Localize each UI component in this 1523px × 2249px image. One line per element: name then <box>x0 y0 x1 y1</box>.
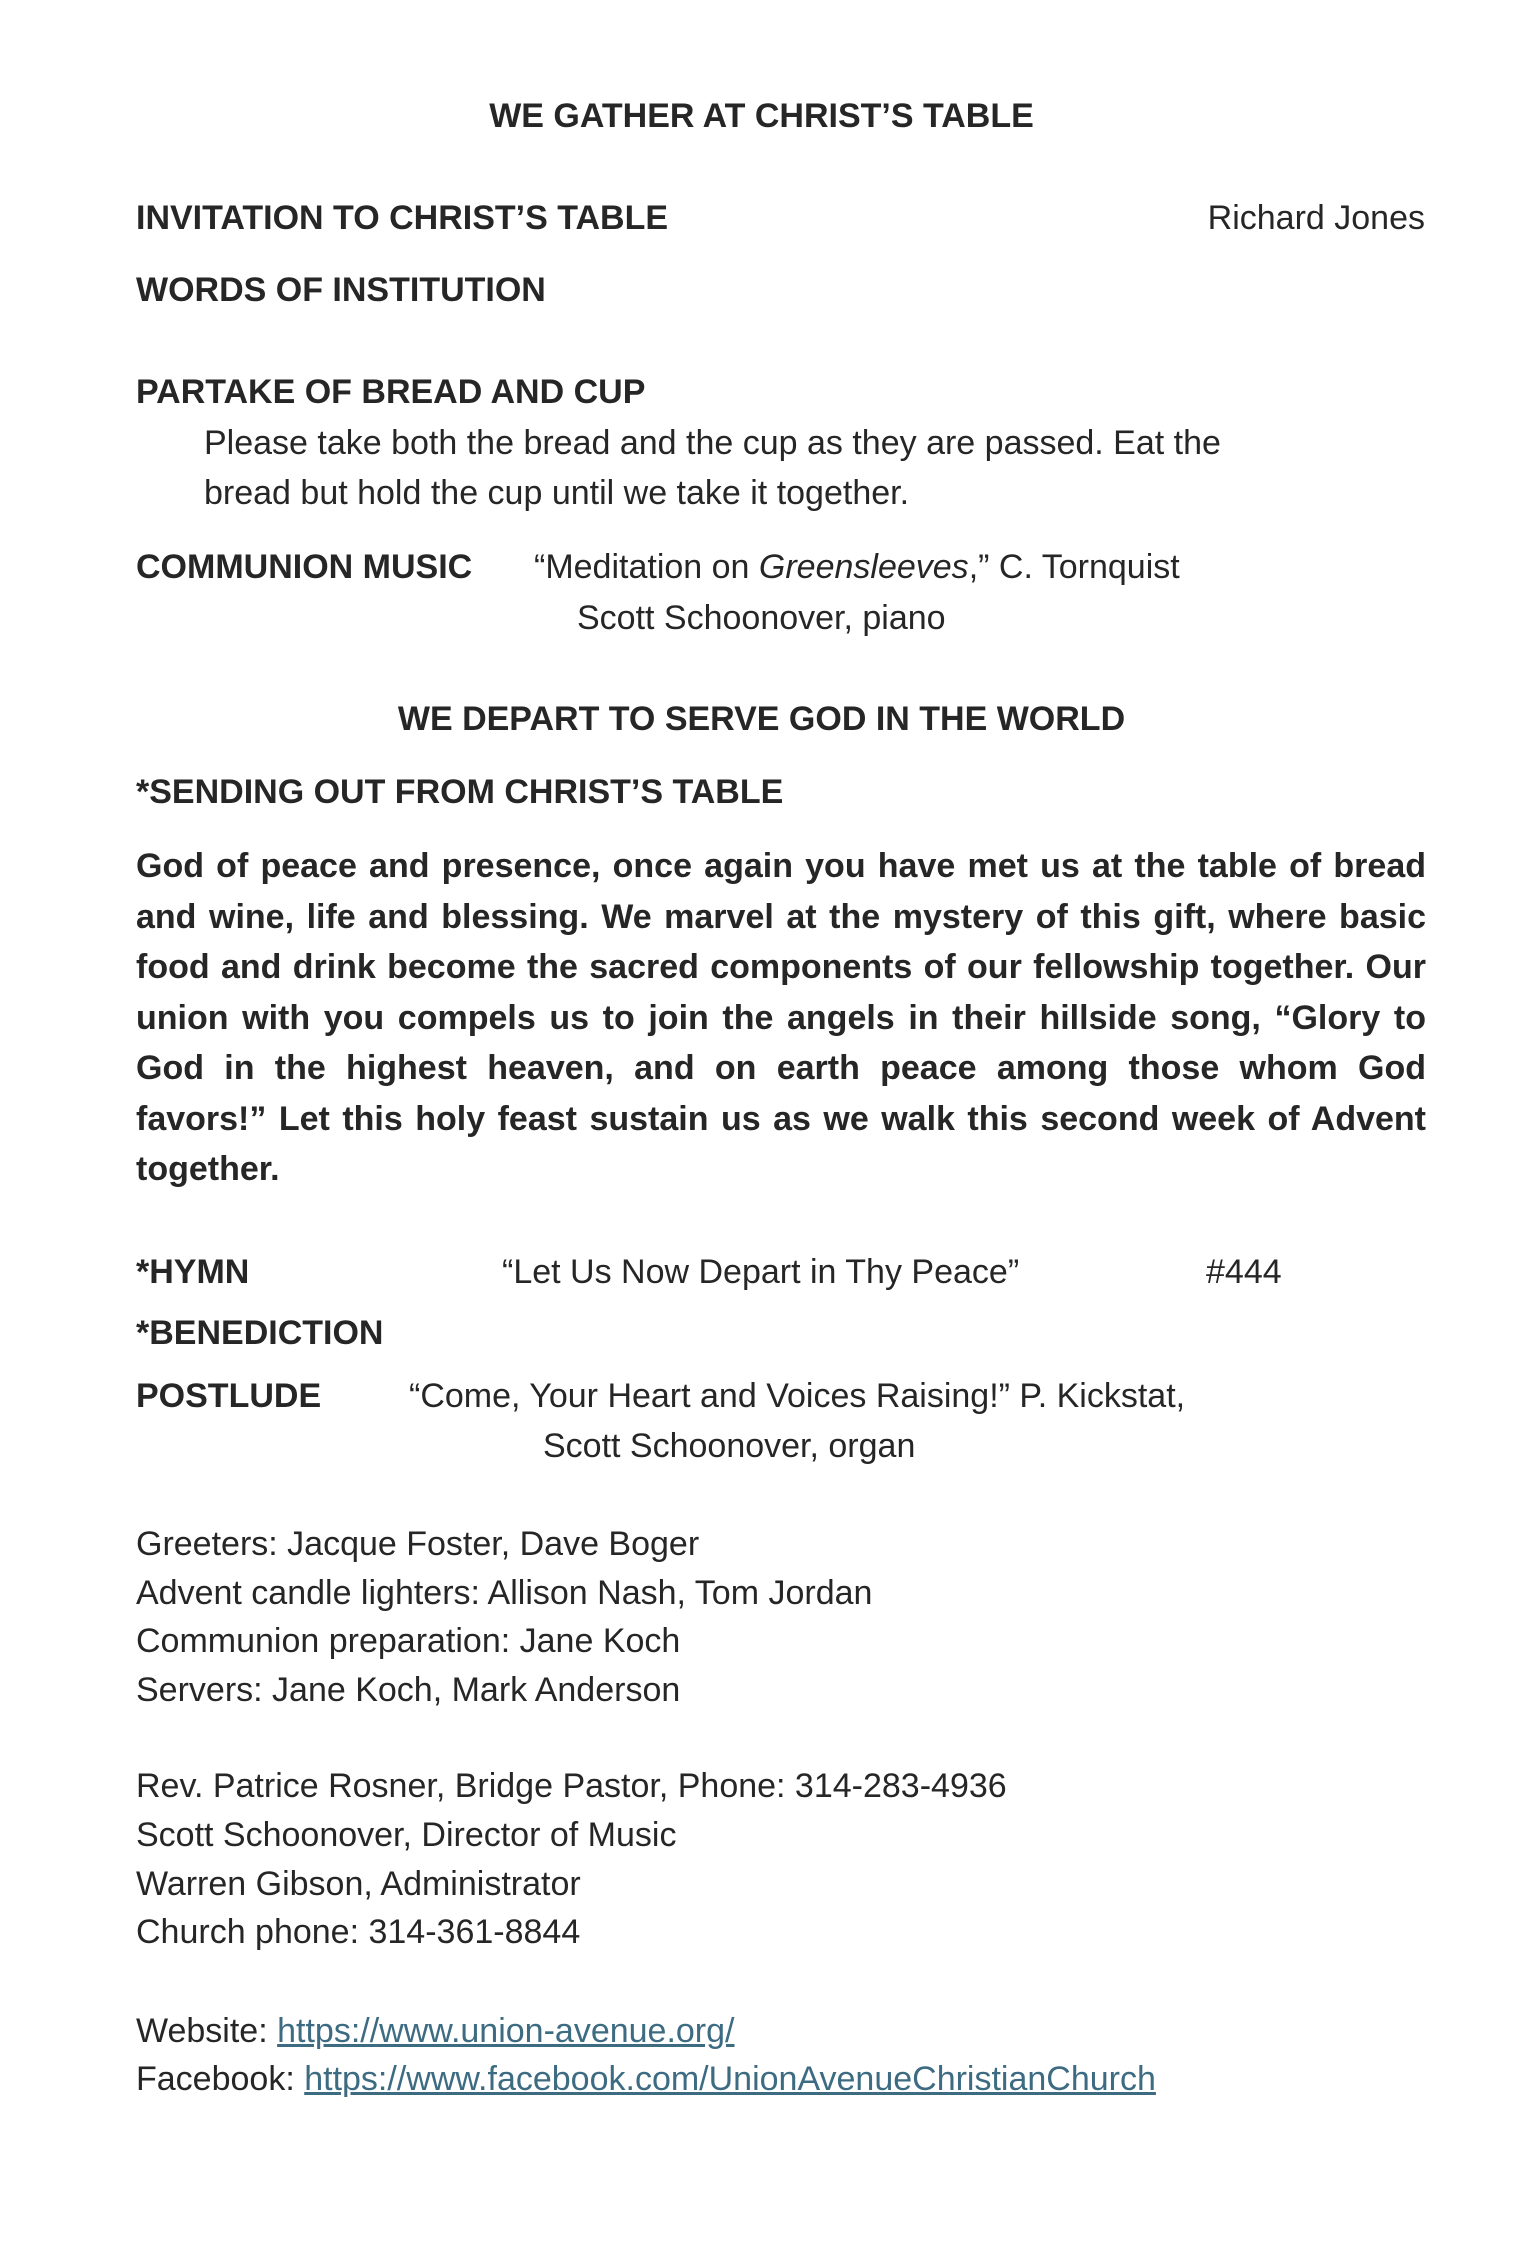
facebook-line <box>136 2057 1156 2101</box>
communion-music-title <box>534 545 1180 589</box>
invitation-leader: Richard Jones <box>1207 199 1425 237</box>
postlude-label: POSTLUDE <box>136 1377 322 1415</box>
communion-music-title-suffix: ,” C. Tornquist <box>968 548 1180 586</box>
communion-music-label: COMMUNION MUSIC <box>136 548 473 586</box>
staff-line: Church phone: 314-361-8844 <box>136 1913 581 1951</box>
partake-instruction-line2: bread but hold the cup until we take it together. <box>204 474 910 512</box>
postlude-title: “Come, Your Heart and Voices Raising!” P. Kickstat, <box>409 1377 1186 1415</box>
communion-music-title-prefix: “Meditation on <box>534 548 759 586</box>
volunteer-line: Servers: Jane Koch, Mark Anderson <box>136 1671 681 1709</box>
communion-music-title-italic: Greensleeves <box>758 548 969 586</box>
communion-music-performer: Scott Schoonover, piano <box>577 599 946 637</box>
facebook-link[interactable]: https://www.facebook.com/UnionAvenueChristianChurch <box>304 2060 1156 2098</box>
words-of-institution-label: WORDS OF INSTITUTION <box>136 271 546 309</box>
facebook-label: Facebook: <box>136 2060 305 2098</box>
staff-line: Warren Gibson, Administrator <box>136 1865 581 1903</box>
invitation-label: INVITATION TO CHRIST’S TABLE <box>136 199 669 237</box>
hymn-label: *HYMN <box>136 1253 250 1291</box>
volunteer-line: Greeters: Jacque Foster, Dave Boger <box>136 1525 700 1563</box>
staff-line: Rev. Patrice Rosner, Bridge Pastor, Phone: 314-283-4936 <box>136 1767 1007 1805</box>
sending-out-prayer: God of peace and presence, once again you have met us at the table of bread and wine, life and blessing. We marvel at the mystery of this gift, where basic food and drink become the sacred components of our fellowship together. Our union with you compels us to join the angels in their hillside song, “Glory to God in the highest heaven, and on earth peace among those whom God favors!” Let this holy feast sustain us as we walk this second week of Advent together. <box>136 847 1426 1188</box>
volunteer-line: Advent candle lighters: Allison Nash, Tom Jordan <box>136 1574 873 1612</box>
benediction-label: *BENEDICTION <box>136 1314 384 1352</box>
postlude-performer: Scott Schoonover, organ <box>543 1427 916 1465</box>
volunteer-line: Communion preparation: Jane Koch <box>136 1622 681 1660</box>
hymn-title: “Let Us Now Depart in Thy Peace” <box>502 1253 1020 1291</box>
hymn-number: #444 <box>1206 1253 1282 1291</box>
website-link[interactable]: https://www.union-avenue.org/ <box>277 2012 735 2050</box>
partake-instruction-line1: Please take both the bread and the cup as they are passed. Eat the <box>204 424 1221 462</box>
section-heading-gather: WE GATHER AT CHRIST’S TABLE <box>489 97 1034 135</box>
staff-line: Scott Schoonover, Director of Music <box>136 1816 677 1854</box>
website-label: Website: <box>136 2012 278 2050</box>
sending-out-label: *SENDING OUT FROM CHRIST’S TABLE <box>136 773 784 811</box>
website-line <box>136 2009 734 2053</box>
partake-label: PARTAKE OF BREAD AND CUP <box>136 373 646 411</box>
section-heading-depart: WE DEPART TO SERVE GOD IN THE WORLD <box>397 700 1126 738</box>
